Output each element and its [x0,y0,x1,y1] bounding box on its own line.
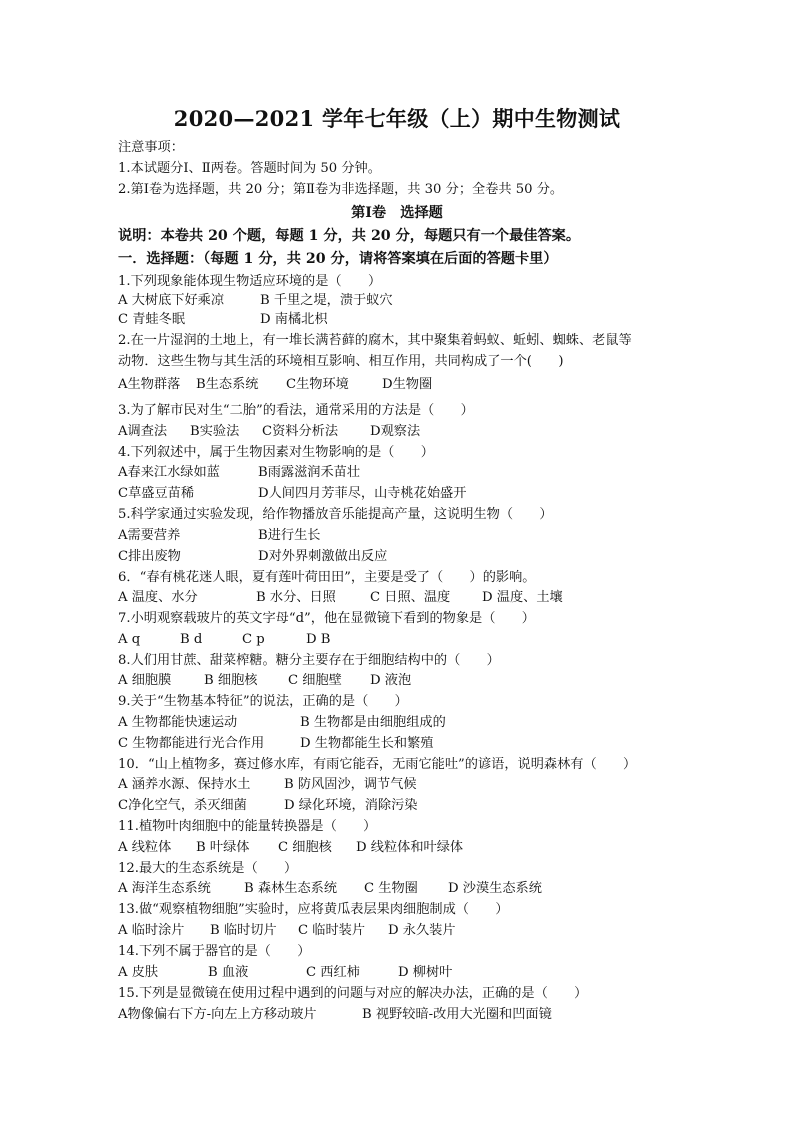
option-d: D 温度、土壤 [482,590,563,605]
question-10-options-row-1 [118,776,417,794]
option-a: A春来江水绿如蓝 [118,465,220,480]
question-11-options-row-1 [118,839,463,857]
question-10-stem: 10．“山上植物多，赛过修水库，有雨它能吞，无雨它能吐”的谚语，说明森林有（ ） [118,757,637,772]
option-a: A 生物都能快速运动 [118,715,238,730]
option-c: C资料分析法 [262,424,339,439]
option-c: C净化空气，杀灭细菌 [118,798,247,813]
notice-label: 注意事项： [118,140,184,155]
option-c: C p [242,632,265,647]
option-d: D 液泡 [370,673,412,688]
option-c: C 生物都能进行光合作用 [118,736,265,751]
question-7-options-row-1 [118,631,330,649]
option-c: C 青蛙冬眠 [118,312,186,327]
option-a: A 线粒体 [118,840,172,855]
option-d: D B [306,632,331,647]
question-12-options-row-1 [118,880,542,898]
option-a: A生物群落 [118,377,181,392]
question-11-stem: 11.植物叶肉细胞中的能量转换器是（ ） [118,819,377,834]
option-a: A 临时涂片 [118,923,185,938]
option-b: B 叶绿体 [196,840,250,855]
option-a: A调查法 [118,424,168,439]
option-d: D 生物都能生长和繁殖 [300,736,434,751]
option-b: B 血液 [208,965,249,980]
option-c: C 日照、温度 [370,590,451,605]
option-a: A需要营养 [118,528,181,543]
option-d: D观察法 [370,424,421,439]
question-6-stem: 6．“春有桃花迷人眼，夏有莲叶荷田田”，主要是受了（ ）的影响。 [118,570,536,585]
question-7-stem: 7.小明观察载玻片的英文字母“d”，他在显微镜下看到的物象是（ ） [118,611,535,626]
question-2-stem-line-1: 2.在一片湿润的土地上，有一堆长满苔藓的腐木，其中聚集着蚂蚁、蚯蚓、蜘蛛、老鼠等 [118,333,632,348]
option-a: A 温度、水分 [118,590,198,605]
question-5-options-row-1 [118,527,320,545]
question-1-options-row-2 [118,311,328,329]
option-d: D 柳树叶 [398,965,453,980]
option-c: C 细胞核 [278,840,332,855]
option-b: B进行生长 [258,528,321,543]
question-3-options-row-1 [118,423,420,441]
option-b: B 森林生态系统 [244,881,338,896]
option-b: B实验法 [190,424,240,439]
option-c: C排出废物 [118,549,181,564]
option-a: A 海洋生态系统 [118,881,211,896]
option-a: A 皮肤 [118,965,159,980]
option-c: C 西红柿 [306,965,360,980]
option-d: D 沙漠生态系统 [448,881,542,896]
question-13-stem: 13.做“观察植物细胞”实验时，应将黄瓜表层果肉细胞制成（ ） [118,902,509,917]
section-title: 第Ⅰ卷 选择题 [351,205,443,221]
question-9-stem: 9.关于“生物基本特征”的说法，正确的是（ ） [118,694,408,709]
option-b: B 细胞核 [204,673,258,688]
option-b: B 防风固沙，调节气候 [284,777,417,792]
option-b: B 千里之堤，溃于蚁穴 [260,293,393,308]
option-c: C草盛豆苗稀 [118,486,195,501]
question-4-options-row-1 [118,464,360,482]
option-c: C 细胞壁 [288,673,342,688]
option-b: B 视野较暗-改用大光圈和凹面镜 [362,1007,552,1022]
question-1-stem: 1.下列现象能体现生物适应环境的是（ ） [118,274,382,289]
question-9-options-row-1 [118,714,446,732]
option-a: A 大树底下好乘凉 [118,293,225,308]
question-14-stem: 14.下列不属于器官的是（ ） [118,944,311,959]
question-6-options-row-1 [118,589,563,607]
question-5-options-row-2 [118,548,387,566]
question-5-stem: 5.科学家通过实验发现，给作物播放音乐能提高产量，这说明生物（ ） [118,507,553,522]
part-heading: 一．选择题：（每题 1 分，共 20 分，请将答案填在后面的答题卡里） [118,251,558,267]
question-14-options-row-1 [118,964,452,982]
question-4-stem: 4.下列叙述中，属于生物因素对生物影响的是（ ） [118,445,434,460]
question-2-options-row-1 [118,376,432,394]
option-b: B d [180,632,203,647]
question-12-stem: 12.最大的生态系统是（ ） [118,861,298,876]
option-a: A物像偏右下方-向左上方移动玻片 [118,1007,317,1022]
question-15-options-row-1 [118,1006,552,1024]
exam-title: 2020—2021 学年七年级（上）期中生物测试 [173,106,621,131]
option-d: D 绿化环境，消除污染 [284,798,418,813]
question-15-stem: 15.下列是显微镜在使用过程中遇到的问题与对应的解决办法，正确的是（ ） [118,986,588,1001]
question-8-stem: 8.人们用甘蔗、甜菜榨糖。糖分主要存在于细胞结构中的（ ） [118,653,500,668]
notice-item-2: 2.第Ⅰ卷为选择题，共 20 分；第Ⅱ卷为非选择题，共 30 分；全卷共 50 分。 [118,182,564,197]
instruction: 说明：本卷共 20 个题，每题 1 分，共 20 分，每题只有一个最佳答案。 [118,228,581,244]
option-b: B 水分、日照 [256,590,336,605]
question-3-stem: 3.为了解市民对生“二胎”的看法，通常采用的方法是（ ） [118,403,474,418]
option-d: D生物圈 [382,377,433,392]
option-b: B雨露滋润禾苗壮 [258,465,361,480]
question-9-options-row-2 [118,735,433,753]
question-2-stem-line-2: 动物．这些生物与其生活的环境相互影响、相互作用，共同构成了一个( ) [118,354,564,369]
option-a: A 细胞膜 [118,673,172,688]
question-10-options-row-2 [118,797,417,815]
option-d: D人间四月芳菲尽，山寺桃花始盛开 [258,486,467,501]
option-b: B 生物都是由细胞组成的 [300,715,446,730]
option-d: D 南橘北枳 [260,312,328,327]
question-13-options-row-1 [118,922,456,940]
option-d: D 永久装片 [388,923,456,938]
question-8-options-row-1 [118,672,411,690]
option-b: B生态系统 [196,377,259,392]
question-4-options-row-2 [118,485,466,503]
option-d: D对外界刺激做出反应 [258,549,388,564]
option-a: A q [118,632,141,647]
option-d: D 线粒体和叶绿体 [356,840,464,855]
option-a: A 涵养水源、保持水土 [118,777,251,792]
option-c: C 临时装片 [298,923,366,938]
question-1-options-row-1 [118,292,393,310]
option-c: C 生物圈 [364,881,418,896]
option-b: B 临时切片 [210,923,277,938]
option-c: C生物环境 [286,377,349,392]
notice-item-1: 1.本试题分Ⅰ、Ⅱ两卷。答题时间为 50 分钟。 [118,161,381,176]
